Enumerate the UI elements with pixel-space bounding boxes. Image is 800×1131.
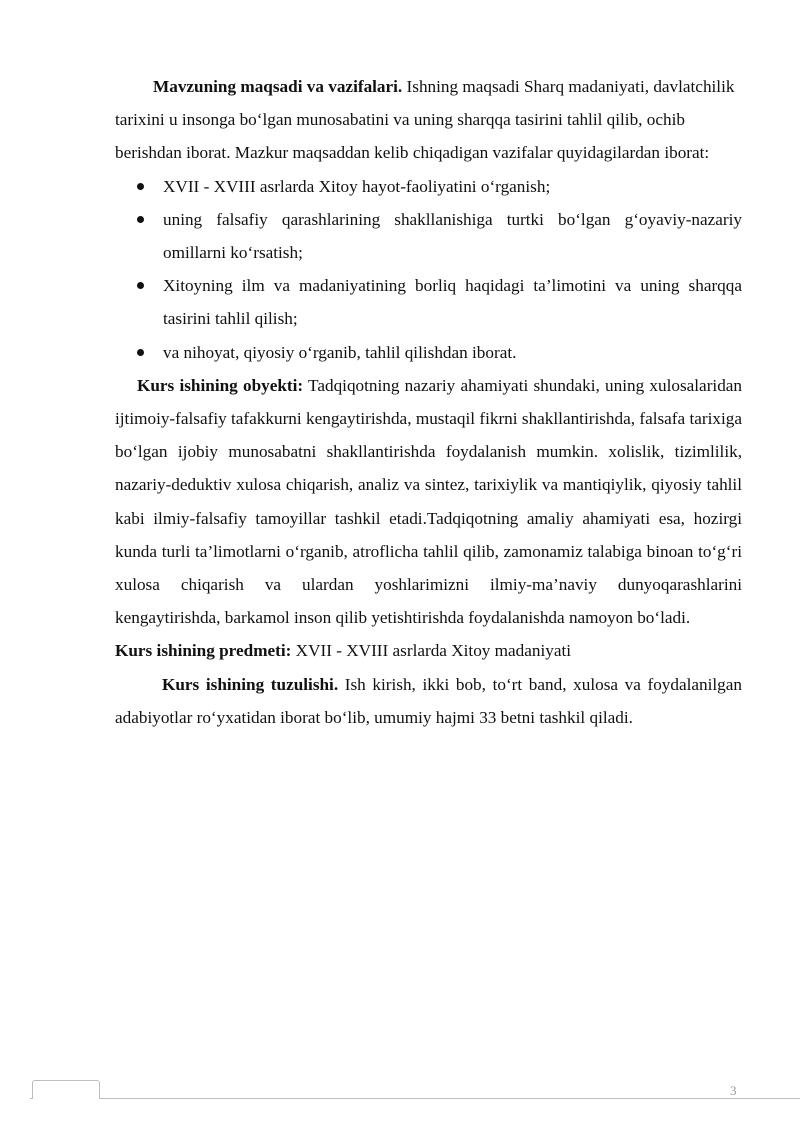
text-object: Tadqiqotning nazariy ahamiyati shundaki, uning xulosalaridan ijtimoiy-falsafiy tafakkurni kengaytirishda, mustaqil fikrni shakllantirishda, falsafa tarixiga bo‘lgan ijobiy munosabatni shakllantirishda foydalanish mumkin. xolislik, tizimlilik, nazariy-deduktiv xulosa chiqarish, analiz va sintez, tarixiylik va mantiqiylik, qiyosiy tahlil kabi ilmiy-falsafiy tamoyillar tashkil etadi.Tadqiqotning amaliy ahamiyati esa, hozirgi kunda turli ta’limotlarni o‘rganib, atroflicha tahlil qilib, zamonamiz talabiga binoan to‘g‘ri xulosa chiqarish va ulardan yoshlarimizni ilmiy-ma’naviy dunyoqarashlarini kengaytirishda, barkamol inson qilib yetishtirishda foydalanishda namoyon bo‘ladi.	[115, 375, 743, 628]
list-item: Xitoyning ilm va madaniyatining borliq haqidagi ta’limotini va uning sharqqa tasirini tahlil qilish;	[115, 269, 742, 335]
text-goals: Ishning maqsadi Sharq madaniyati, davlatchilik tarixini u insonga bo‘lgan munosabatini va uning sharqqa tasirini tahlil qilib, ochib berishdan iborat. Mazkur maqsaddan kelib chiqadigan vazifalar quyidagilardan iborat:	[115, 77, 735, 163]
document-page	[115, 70, 742, 734]
text-subject: XVII - XVIII asrlarda Xitoy madaniyati	[291, 641, 572, 661]
footer-tab	[32, 1080, 100, 1099]
list-item: XVII - XVIII asrlarda Xitoy hayot-faoliyatini o‘rganish;	[115, 170, 742, 203]
paragraph-structure	[115, 668, 742, 734]
heading-structure: Kurs ishining tuzulishi.	[162, 674, 339, 694]
bullet-icon	[137, 183, 144, 190]
tasks-list	[115, 170, 742, 369]
heading-subject: Kurs ishining predmeti:	[115, 641, 292, 661]
list-item: uning falsafiy qarashlarining shakllanishiga turtki bo‘lgan g‘oyaviy-nazariy omillarni ko‘rsatish;	[115, 203, 742, 269]
footer-rule	[30, 1098, 800, 1099]
bullet-icon	[137, 349, 144, 356]
paragraph-object	[115, 369, 742, 635]
page-number: 3	[730, 1083, 737, 1098]
bullet-icon	[137, 216, 144, 223]
list-item: va nihoyat, qiyosiy o‘rganib, tahlil qilishdan iborat.	[115, 336, 742, 369]
paragraph-goals	[115, 70, 742, 170]
bullet-icon	[137, 282, 144, 289]
heading-object: Kurs ishining obyekti:	[137, 375, 304, 395]
text-structure: Ish kirish, ikki bob, to‘rt band, xulosa va foydalanilgan adabiyotlar ro‘yxatidan iborat bo‘lib, umumiy hajmi 33 betni tashkil qiladi.	[115, 674, 742, 727]
heading-goals: Mavzuning maqsadi va vazifalari.	[153, 77, 403, 96]
paragraph-subject	[115, 634, 742, 667]
